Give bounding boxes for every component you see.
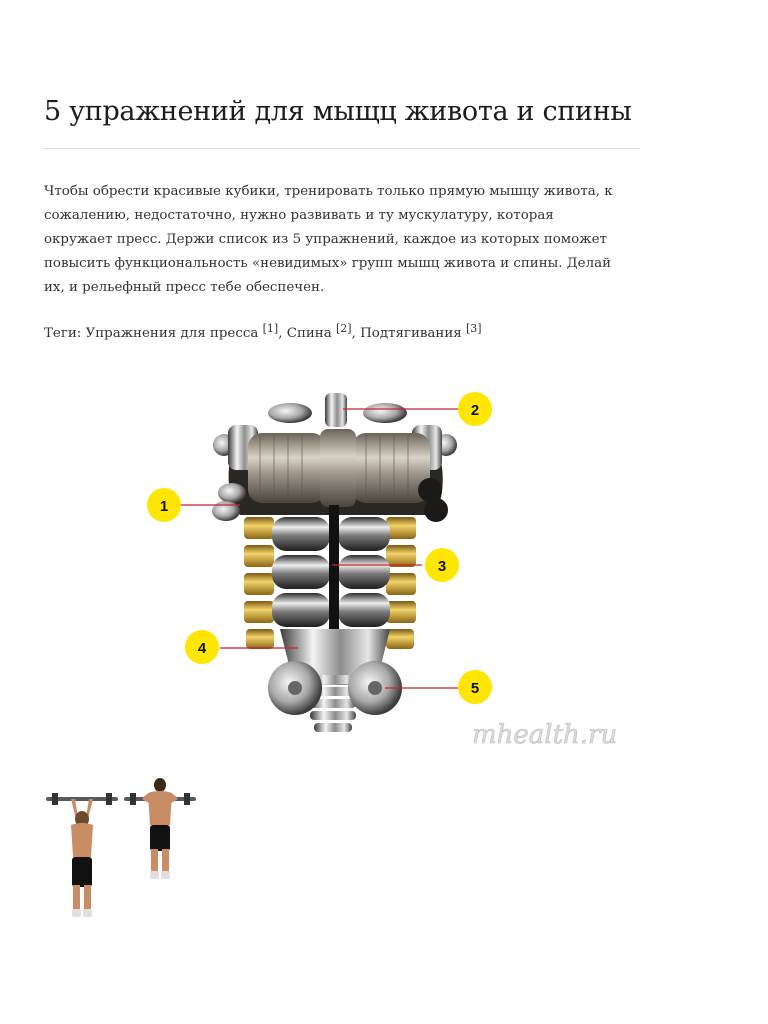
article-title: 5 упражнений для мыщц живота и спины: [44, 96, 632, 127]
title-divider: [44, 148, 639, 149]
tag-link-abs[interactable]: Упражнения для пресса: [85, 326, 259, 341]
article-intro: Чтобы обрести красивые кубики, тренировать только прямую мышцу живота, к сожалению, недостаточно, нужно развивать и ту мускулатуру, которая окружает пресс. Держи список из 5 упражнений, каждое из которых поможет повысить функциональность «невидимых» групп мышц живота и спины. Делай их, и рельефный пресс тебе обеспечен.: [44, 184, 613, 295]
callout-badge-3: [425, 548, 459, 582]
pullup-figure-up: [124, 778, 196, 879]
callout-badge-1: [147, 488, 181, 522]
callout-badge-2: [458, 392, 492, 426]
callout-label: 5: [470, 680, 480, 697]
tag-ref[interactable]: [1]: [262, 322, 279, 335]
callout-label: 4: [197, 640, 207, 657]
pullup-figure-back: [46, 793, 118, 917]
top-spring: [325, 393, 347, 427]
callout-badge-4: [185, 630, 219, 664]
tag-ref[interactable]: [2]: [335, 322, 352, 335]
tags-prefix: Теги:: [44, 326, 86, 341]
core-muscles-diagram: [140, 385, 620, 760]
tag-ref[interactable]: [3]: [465, 322, 482, 335]
tag-link-back[interactable]: Спина: [286, 326, 332, 341]
tag-separator: ,: [351, 326, 361, 341]
watermark: mhealth.ru: [472, 720, 618, 750]
tag-separator: ,: [278, 326, 287, 341]
right-brass-brackets: [386, 517, 416, 649]
callout-label: 3: [437, 558, 447, 575]
tags-line: [44, 322, 482, 346]
callout-label: 2: [470, 402, 480, 419]
callout-label: 1: [159, 498, 169, 515]
callout-badge-5: [458, 670, 492, 704]
tag-link-pullups[interactable]: Подтягивания: [360, 326, 462, 341]
pullup-illustration: [44, 775, 204, 925]
left-brass-brackets: [244, 517, 274, 649]
